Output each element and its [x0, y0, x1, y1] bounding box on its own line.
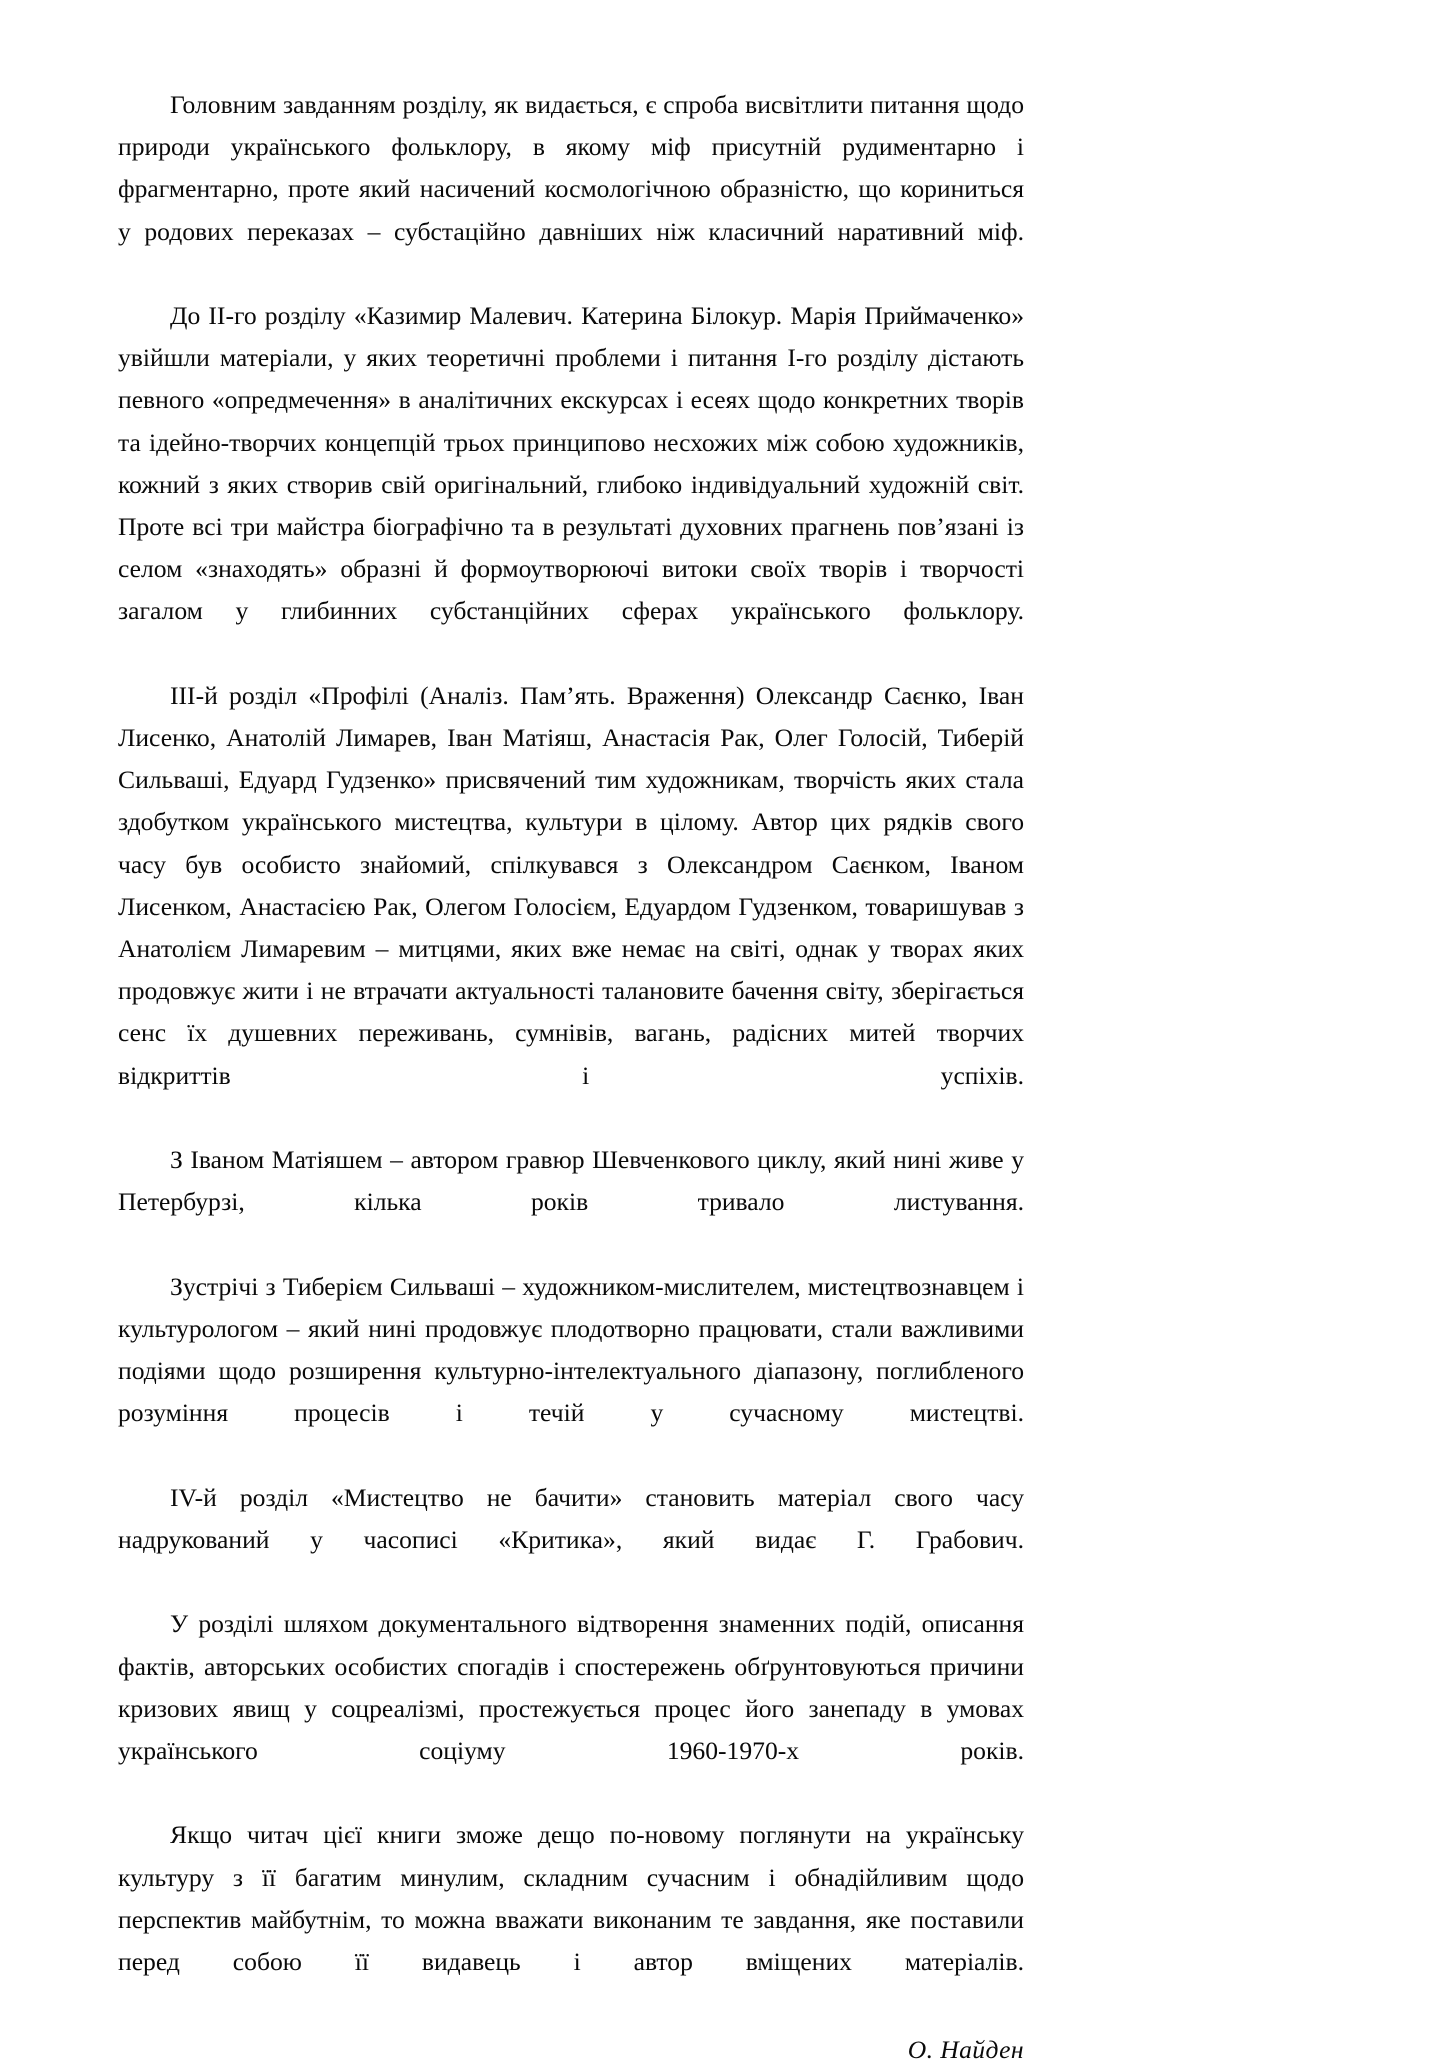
paragraph: Зустрічі з Тиберієм Сильваші – художником-мислителем, мистецтвознавцем і культурологом – який нині продовжує плодотворно працювати, стали важливими подіями щодо розширення культурно-інтелектуального діапазону, поглибленого розуміння процесів і течій у сучасному мистецтві. — [118, 1271, 1024, 1428]
paragraph: ІV-й розділ «Мистецтво не бачити» становить матеріал свого часу надрукований у часописі «Критика», який видає Г. Грабович. — [118, 1482, 1024, 1554]
author-signature: О. Найден — [907, 2035, 1024, 2065]
paragraph: У розділі шляхом документального відтворення знаменних подій, описання фактів, авторських особистих спогадів і спостережень обґрунтовуються причини кризових явищ у соцреалізмі, простежується процес його занепаду в умовах українського соціуму 1960-1970-х років. — [118, 1609, 1024, 1765]
paragraph: ІІІ-й розділ «Профілі (Аналіз. Пам’ять. Враження) Олександр Саєнко, Іван Лисенко, Анатолій Лимарев, Іван Матіяш, Анастасія Рак, Олег Голосій, Тиберій Сильваші, Едуард Гудзенко» присвячений тим художникам, творчість яких стала здобутком українського мистецтва, культури в цілому. Автор цих рядків свого часу був особисто знайомий, спілкувався з Олександром Саєнком, Іваном Лисенком, Анастасією Рак, Олегом Голосієм, Едуардом Гудзенком, товаришував з Анатолієм Лимаревим – митцями, яких вже немає на світі, однак у творах яких продовжує жити і не втрачати актуальності талановите бачення світу, зберігається сенс їх душевних переживань, сумнівів, вагань, радісних митей творчих відкриттів і успіхів. — [118, 680, 1024, 1090]
paragraph: Головним завданням розділу, як видається, є спроба висвітлити питання щодо природи українського фольклору, в якому міф присутній рудиментарно і фрагментарно, проте який насичений космологічною образністю, що кориниться у родових переказах – субстаційно давніших ніж класичний наративний міф. — [118, 90, 1024, 246]
paragraph: До ІІ-го розділу «Казимир Малевич. Катерина Білокур. Марія Приймаченко» увійшли матеріали, у яких теоретичні проблеми і питання І-го розділу дістають певного «опредмечення» в аналітичних екскурсах і есеях щодо конкретних творів та ідейно-творчих концепцій трьох принципово несхожих між собою художників, кожний з яких створив свій оригінальний, глибоко індивідуальний художній світ. Проте всі три майстра біографічно та в результаті духовних прагнень пов’язані із селом «знаходять» образні й формоутворюючі витоки своїх творів і творчості загалом у глибинних субстанційних сферах українського фольклору. — [118, 301, 1024, 626]
paragraph: З Іваном Матіяшем – автором гравюр Шевченкового циклу, який нині живе у Петербурзі, кілька років тривало листування. — [118, 1145, 1024, 1217]
body-text-block — [118, 84, 1024, 2072]
paragraph: Якщо читач цієї книги зможе дещо по-новому поглянути на українську культуру з її багатим минулим, складним сучасним і обнадійливим щодо перспектив майбутнім, то можна вважати виконаним те завдання, яке поставили перед собою її видавець і автор вміщених матеріалів. — [118, 1820, 1024, 1976]
